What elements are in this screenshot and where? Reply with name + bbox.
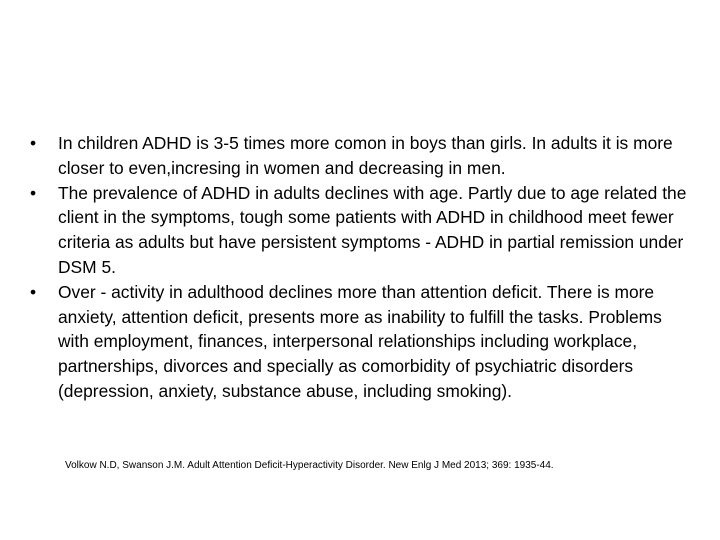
bullet-marker: • [30, 133, 37, 153]
bullet-marker: • [30, 182, 37, 203]
bullet-marker: • [30, 281, 37, 302]
bullet-item-gender-ratio [30, 131, 690, 181]
citation: Volkow N.D, Swanson J.M. Adult Attention Deficit-Hyperactivity Disorder. New Enlg J Med 2013; 369: 1935-44. [65, 460, 554, 471]
bullet-item-prevalence [30, 181, 690, 280]
bullet-text: The prevalence of ADHD in adults declines with age. Partly due to age related the client in the symptoms, tough some patients with ADHD in childhood meet fewer criteria as adults but have persistent symptoms - ADHD in partial remission under DSM 5. [58, 182, 687, 277]
bullet-list [30, 131, 690, 404]
bullet-item-overactivity [30, 280, 690, 404]
bullet-text: Over - activity in adulthood declines more than attention deficit. There is more anxiety, attention deficit, presents more as inability to fulfill the tasks. Problems with employment, finances, interpersonal relationships including workplace, partnerships, divorces and specially as comorbidity of psychiatric disorders (depression, anxiety, substance abuse, including smoking). [58, 281, 662, 401]
bullet-text: In children ADHD is 3-5 times more comon in boys than girls. In adults it is more closer to even,incresing in women and decreasing in men. [58, 133, 673, 178]
